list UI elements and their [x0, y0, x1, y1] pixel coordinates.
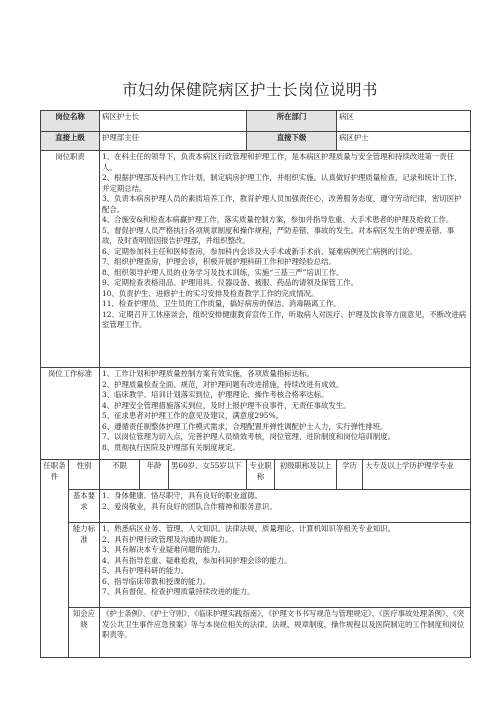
qualifications-label: 任职条件 [41, 460, 69, 658]
standards-label: 岗位工作标准 [41, 368, 100, 460]
title-label: 专业职称 [247, 460, 275, 490]
edu-label: 学历 [337, 460, 363, 490]
duty-item: 2、根据护理部及科内工作计划，制定病房护理工作，并组织实施。认真做好护理质量检查，记录和统计工作，并定期总结。 [102, 173, 462, 193]
ability-item: 6、指导临床带教和授课的能力。 [102, 576, 211, 586]
title-value: 初级职称及以上 [275, 460, 337, 490]
standard-item: 5、征求患者对护理工作的意见及建议，满意度295%。 [102, 411, 284, 420]
basic-requirements-label: 基本要求 [69, 490, 100, 523]
standard-item: 1、工作计划和护理质量控制方案有效实施，各项质量指标达标。 [102, 369, 314, 378]
post-name-label: 岗位名称 [41, 111, 100, 132]
superior-label: 直接上级 [41, 132, 100, 151]
job-description-table [40, 110, 471, 658]
duties-content [100, 151, 471, 368]
gender-value: 不限 [100, 460, 140, 490]
standards-content [100, 368, 471, 460]
ability-item: 4、具有指导危重、疑难抢救，参加科间护理会诊的能力。 [102, 555, 292, 565]
duty-item: 12、定期召开工休座谈会，组织安排健康教育宣传工作，听取病人对医疗、护理及饮食等方面意见，不断改进病室管理工作。 [102, 309, 467, 329]
duty-item: 9、定期检查表格用品、护理用具、仪器设备、被服、药品的请领及保管工作。 [102, 278, 359, 287]
standard-item: 4、护理安全管理措施落实到位，及时上报护理不良事件，无责任事故发生。 [102, 400, 351, 410]
duty-item: 3、负责本病房护理人员的素质培养工作，教育护理人员加强责任心，改善服务态度，遵守劳动纪律，密切医护配合。 [102, 194, 462, 214]
ability-item: 1、熟悉病区业务、管理、人文知识、法律法规、质量理论、计算机知识等相关专业知识。 [102, 524, 395, 533]
ability-content [100, 523, 471, 608]
age-value: 男60岁、女55岁以下 [169, 460, 247, 490]
knowledge-content: 《护士条例》、《护士守则》、《临床护理实践指南》、《护理文书书写规范与管理规定》、《医疗事故处理条例》、《突发公共卫生事件应急预案》等与本岗位相关的法律、法规、规章制度，操作规程以及医院制定的工作制度和岗位职责等。 [100, 608, 471, 658]
duty-item: 10、负责护生、进修护士的实习安排及检查教学工作的完成情况。 [102, 288, 319, 298]
dept-label: 所在部门 [247, 111, 337, 132]
standard-item: 6、遵循责任制整体护理工作模式需求，合理配置并弹性调配护士人力，实行弹性排班。 [102, 421, 388, 431]
subordinate-label: 直接下级 [247, 132, 337, 151]
ability-label: 能力标准 [69, 523, 100, 608]
duty-item: 11、检查护理员、卫生员的工作质量，搞好病房的保洁、消毒隔离工作。 [102, 299, 341, 308]
basic-item: 2、爱岗敬业，具有良好的团队合作精神和服务意识。 [102, 501, 277, 511]
superior-value: 护理部主任 [100, 132, 247, 151]
duty-item: 7、组织护理查房，护理会诊，积极开展护理科研工作和护理经验总结。 [102, 257, 336, 266]
ability-item: 2、具有护理行政管理及沟通协调能力。 [102, 534, 233, 544]
edu-value: 大专及以上学历护理学专业 [363, 460, 471, 490]
ability-item: 3、具有解决本专业疑难问题的能力。 [102, 545, 225, 554]
knowledge-label: 知会应晓 [69, 608, 100, 658]
ability-item: 5、具有护理科研的能力。 [102, 566, 189, 575]
standard-item: 3、临床教学、培训计划落实到位，护理理论、操作考核合格率达标。 [102, 390, 329, 399]
duties-label: 岗位职责 [41, 151, 100, 368]
duty-item: 4、合施安&和检查本病赢护理工作，落实质量控制方案，参加并指导危重、大手术患者的护理及抢救工作。 [102, 215, 454, 224]
duty-item: 1、在科主任的领导下，负责本病区行政管理和护理工作，是本病区护理质量与安全管理和持续改进第一责任人。 [102, 152, 455, 172]
subordinate-value: 病区护士 [337, 132, 471, 151]
duty-item: 5、督促护理人员严格执行各项规章制度和操作规程，严防差错、事故的发生。对本病区发生的护理差错、事故，及时查明原因报告护理部，并组织整改。 [102, 225, 455, 245]
standard-item: 2、护理质量检查全面、规范，对护理问题有改进措施，持续改进有成效。 [102, 379, 344, 389]
gender-label: 性别 [69, 460, 100, 490]
ability-item: 7、具有督促、检查护理质量持续改进的能力。 [102, 587, 255, 596]
post-name-value: 病区护士长 [100, 111, 247, 132]
basic-requirements-content [100, 490, 471, 523]
duty-item: 6、定期参加科主任和医师查房，参加科内会诊及大手术或新手术前、疑难病例死亡病例的讨论。 [102, 246, 418, 256]
age-label: 年龄 [140, 460, 169, 490]
standard-item: 7、以岗位管理为切入点，完善护理人员绩效考核，岗位管理、进阶制度和岗位培训制度。 [102, 432, 395, 441]
standard-item: 8、贯彻执行医院及护理部有关制度规定。 [102, 442, 240, 452]
basic-item: 1、身体健康、恪尽职守，具有良好的职业道德。 [102, 491, 262, 500]
page-title: 市妇幼保健院病区护士长岗位说明书 [121, 81, 378, 99]
dept-value: 病区 [337, 111, 471, 132]
duty-item: 8、组织领导护理人员的业务学习及技术训练，实施“三基三严”培训工作。 [102, 267, 344, 277]
